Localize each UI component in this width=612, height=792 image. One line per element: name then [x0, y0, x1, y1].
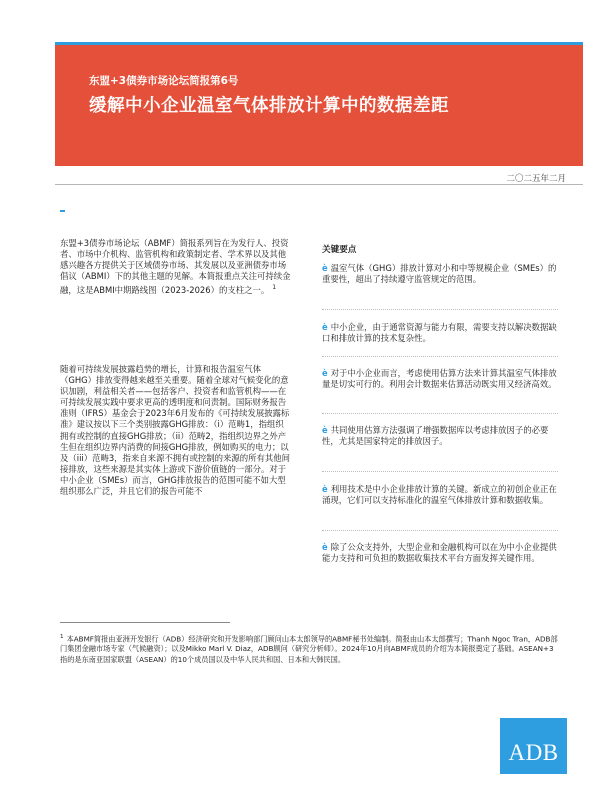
key-point-item [322, 542, 558, 564]
key-point-item [322, 484, 558, 506]
brief-series-label: 东盟+3债券市场论坛简报第6号 [89, 75, 239, 87]
key-point-text: 对于中小企业而言，考虑使用估算方法来计算其温室气体排放量是切实可行的。利用会计数据来估算活动既实用又经济高效。 [322, 368, 557, 390]
footnote-text: 本ABMF简报由亚洲开发银行（ADB）经济研究和开发影响部门顾问山本太郎领导的ABMF秘书处编制。简报由山本太郎撰写；Thanh Ngoc Tran，ADB部门集团金融市场专家（气候融资）；以及Mikko Marl V. Diaz，ADB顾问（研究分析师）。2024年10月向ABMF成员的介绍为本简报奠定了基础。ASEAN+3指的是东南亚国家联盟（ASEAN）的10个成员国以及中华人民共和国、日本和大韩民国。 [60, 634, 558, 664]
page-title: 缓解中小企业温室气体排放计算中的数据差距 [89, 96, 449, 116]
body-paragraph: 随着可持续发展披露趋势的增长，计算和报告温室气体（GHG）排放变得越来越至关重要。随着全球对气候变化的意识加剧，利益相关者——包括客户、投资者和监管机构——在可持续发展实践中要求更高的透明度和问责制。国际财务报告准则（IFRS）基金会于2023年6月发布的《可持续发展披露标准》建议按以下三个类别披露GHG排放：（i）范畴1，指组织拥有或控制的直接GHG排放；（ii）范畴2，指组织边界之外产生但在组织边界内消费的间接GHG排放，例如购买的电力；以及（iii）范畴3，指来自来源不拥有或控制的来源的所有其他间接排放，这些来源是其实体上游或下游价值链的一部分。对于中小企业（SMEs）而言，GHG排放报告的范围可能不如大型组织那么广泛，并且它们的报告可能不 [60, 364, 291, 497]
intro-paragraph [60, 238, 292, 296]
footnote-divider [60, 622, 230, 623]
footnote-reference[interactable]: 1 [272, 284, 277, 292]
key-point-item [322, 368, 558, 390]
e-bullet-icon: è [322, 425, 328, 435]
key-point-divider [322, 530, 558, 531]
e-bullet-icon: è [322, 484, 328, 494]
adb-logo [500, 718, 567, 774]
e-bullet-icon: è [322, 263, 328, 273]
key-point-text: 除了公众支持外，大型企业和金融机构可以在为中小企业提供能力支持和可负担的数据收集技术平台方面发挥关键作用。 [322, 542, 557, 564]
header-divider [55, 184, 583, 185]
key-point-item [322, 425, 558, 447]
e-bullet-icon: è [322, 368, 328, 378]
key-point-item [322, 263, 558, 285]
publication-date: 二〇二五年二月 [506, 174, 566, 184]
section-marker [60, 210, 65, 212]
key-point-item [322, 322, 558, 344]
footnote [60, 632, 558, 665]
key-point-text: 中小企业，由于通常资源与能力有限，需要支持以解决数据缺口和排放计算的技术复杂性。 [322, 322, 557, 344]
intro-text: 东盟+3债券市场论坛（ABMF）简报系列旨在为发行人、投资者、市场中介机构、监管机构和政策制定者、学术界以及其他感兴趣各方提供关于区域债券市场、其发展以及亚洲债券市场倡议（ABMI）下的其他主题的见解。本简报重点关注可持续金融，这是ABMI中期路线图（2023-2026）的支柱之一。 [60, 238, 291, 296]
adb-logo-text: ADB [508, 740, 559, 765]
key-point-divider [322, 356, 558, 357]
key-point-divider [322, 413, 558, 414]
key-point-text: 利用技术是中小企业排放计算的关键。新成立的初创企业正在涌现，它们可以支持标准化的温室气体排放计算和数据收集。 [322, 484, 557, 506]
key-point-text: 温室气体（GHG）排放计算对小和中等规模企业（SMEs）的重要性，超出了持续遵守监管规定的范围。 [322, 263, 557, 285]
key-point-text: 共同使用估算方法强调了增强数据库以考虑排放因子的必要性，尤其是国家特定的排放因子。 [322, 425, 549, 447]
e-bullet-icon: è [322, 542, 328, 552]
key-point-divider [322, 471, 558, 472]
footnote-number: 1 [60, 634, 64, 640]
title-banner [55, 42, 583, 166]
e-bullet-icon: è [322, 322, 328, 332]
key-point-divider [322, 309, 558, 310]
key-points-heading: 关键要点 [322, 245, 357, 255]
